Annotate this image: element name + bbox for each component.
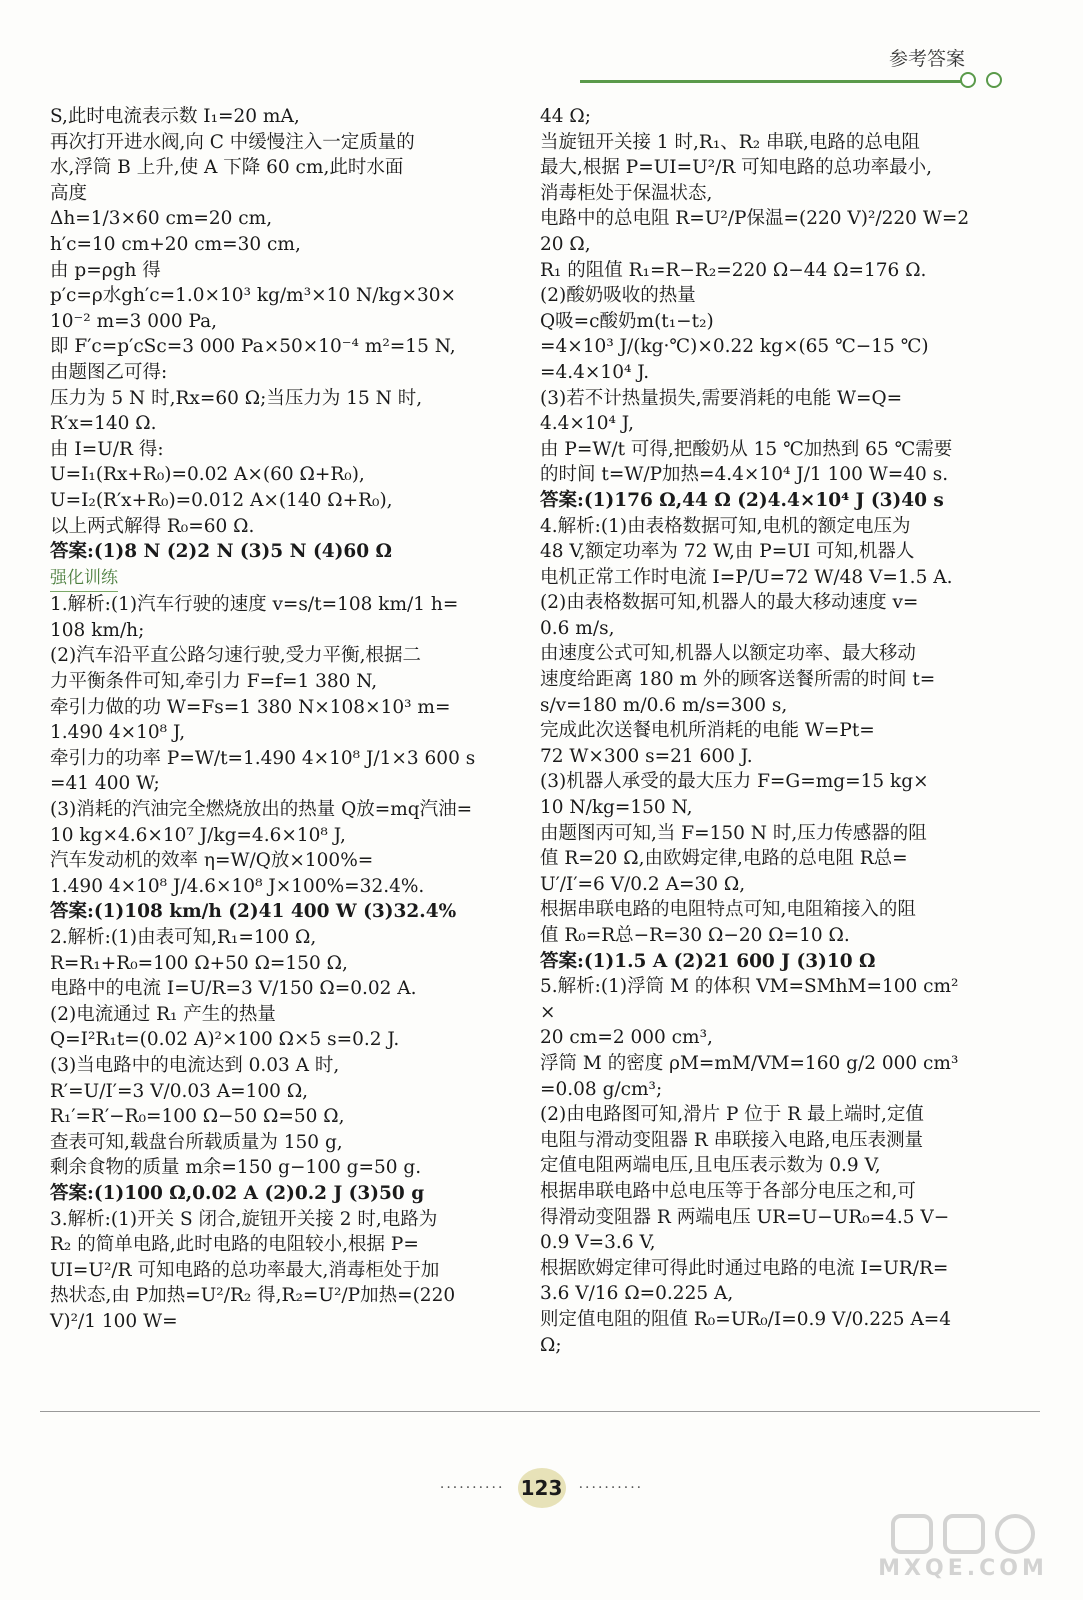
- text-line: (2)由表格数据可知,机器人的最大移动速度 v=: [540, 592, 919, 614]
- text-line: 根据串联电路中总电压等于各部分电压之和,可: [540, 1180, 916, 1202]
- text-line: 即 F′c=p′cSc=3 000 Pa×50×10⁻⁴ m²=15 N,: [50, 336, 456, 358]
- text-line: 汽车发动机的效率 η=W/Q放×100%=: [50, 850, 374, 872]
- text-line: h′c=10 cm+20 cm=30 cm,: [50, 233, 301, 255]
- text-line: 则定值电阻的阻值 R₀=UR₀/I=0.9 V/0.225 A=4 Ω;: [540, 1308, 957, 1356]
- text-line: 由 P=W/t 可得,把酸奶从 15 ℃加热到 65 ℃需要: [540, 438, 953, 460]
- text-line: 电机正常工作时电流 I=P/U=72 W/48 V=1.5 A.: [540, 566, 953, 588]
- header-rule: [580, 80, 970, 83]
- text-line: 电路中的电流 I=U/R=3 V/150 Ω=0.02 A.: [50, 978, 417, 1000]
- text-line: 0.9 V=3.6 V,: [540, 1232, 656, 1254]
- text-line: (2)酸奶吸收的热量: [540, 285, 696, 307]
- text-line: 由题图丙可知,当 F=150 N 时,压力传感器的阻: [540, 822, 927, 844]
- text-line: (3)机器人承受的最大压力 F=G=mg=15 kg×: [540, 771, 929, 793]
- text-line: 当旋钮开关接 1 时,R₁、R₂ 串联,电路的总电阻: [540, 131, 920, 153]
- text-line: (2)由电路图可知,滑片 P 位于 R 最上端时,定值: [540, 1104, 924, 1126]
- footer-rule: [40, 1411, 1040, 1412]
- text-line: s/v=180 m/0.6 m/s=300 s,: [540, 694, 788, 716]
- text-line: 答案:(1)176 Ω,44 Ω (2)4.4×10⁴ J (3)40 s: [540, 489, 944, 511]
- text-line: R₁ 的阻值 R₁=R−R₂=220 Ω−44 Ω=176 Ω.: [540, 259, 927, 281]
- text-line: U=I₂(R′x+R₀)=0.012 A×(140 Ω+R₀),: [50, 489, 393, 511]
- text-line: 10 N/kg=150 N,: [540, 797, 693, 819]
- text-line: 44 Ω;: [540, 106, 591, 127]
- text-line: 热状态,由 P加热=U²/R₂ 得,R₂=U²/P加热=(220 V)²/1 100 W=: [50, 1285, 462, 1332]
- text-line: UI=U²/R 可知电路的总功率最大,消毒柜处于加: [50, 1259, 440, 1281]
- watermark-text: MXQE.COM: [878, 1556, 1048, 1581]
- text-line: 2.解析:(1)由表可知,R₁=100 Ω,: [50, 927, 317, 948]
- text-line: 根据串联电路的电阻特点可知,电阻箱接入的阻: [540, 899, 916, 921]
- text-line: 由题图乙可得:: [50, 361, 168, 383]
- text-line: R′x=140 Ω.: [50, 413, 157, 435]
- text-line: (3)消耗的汽油完全燃烧放出的热量 Q放=mq汽油=: [50, 799, 473, 821]
- footer-dots-right: ··········: [578, 1480, 644, 1496]
- page-number-area: [0, 1468, 1083, 1508]
- page-number: 123: [518, 1468, 566, 1508]
- text-line: (3)若不计热量损失,需要消耗的电能 W=Q=: [540, 387, 903, 409]
- text-line: Q吸=c酸奶m(t₁−t₂): [540, 310, 714, 332]
- text-line: =4×10³ J/(kg·℃)×0.22 kg×(65 ℃−15 ℃): [540, 336, 929, 358]
- text-line: 答案:(1)100 Ω,0.02 A (2)0.2 J (3)50 g: [50, 1182, 425, 1204]
- text-line: 查表可知,载盘台所载质量为 150 g,: [50, 1131, 343, 1153]
- text-line: U′/I′=6 V/0.2 A=30 Ω,: [540, 873, 746, 895]
- text-line: 10⁻² m=3 000 Pa,: [50, 310, 218, 332]
- text-line: 高度: [50, 182, 88, 204]
- text-line: 电路中的总电阻 R=U²/P保温=(220 V)²/220 W=220 Ω,: [540, 208, 970, 255]
- text-line: 定值电阻两端电压,且电压表示数为 0.9 V,: [540, 1155, 881, 1177]
- text-line: S,此时电流表示数 I₁=20 mA,: [50, 106, 300, 127]
- text-line: 4.4×10⁴ J,: [540, 413, 634, 435]
- text-line: R′=U/I′=3 V/0.03 A=100 Ω,: [50, 1080, 309, 1102]
- text-line: 完成此次送餐电机所消耗的电能 W=Pt=: [540, 720, 875, 742]
- text-line: 72 W×300 s=21 600 J.: [540, 745, 753, 767]
- text-line: 答案:(1)108 km/h (2)41 400 W (3)32.4%: [50, 901, 457, 923]
- text-line: 由速度公式可知,机器人以额定功率、最大移动: [540, 643, 916, 665]
- text-line: =4.4×10⁴ J.: [540, 361, 650, 383]
- text-line: (2)电流通过 R₁ 产生的热量: [50, 1003, 276, 1025]
- text-line: 值 R₀=R总−R=30 Ω−20 Ω=10 Ω.: [540, 925, 850, 946]
- text-line: 以上两式解得 R₀=60 Ω.: [50, 515, 255, 537]
- text-line: U=I₁(Rx+R₀)=0.02 A×(60 Ω+R₀),: [50, 464, 365, 486]
- text-line: 压力为 5 N 时,Rx=60 Ω;当压力为 15 N 时,: [50, 387, 423, 409]
- text-line: 得滑动变阻器 R 两端电压 UR=U−UR₀=4.5 V−: [540, 1206, 950, 1228]
- text-line: 由 p=ρgh 得: [50, 259, 161, 281]
- text-line: 强化训练: [50, 566, 118, 593]
- text-line: R₁′=R′−R₀=100 Ω−50 Ω=50 Ω,: [50, 1106, 345, 1128]
- text-line: 答案:(1)8 N (2)2 N (3)5 N (4)60 Ω: [50, 541, 392, 563]
- text-line: 牵引力做的功 W=Fs=1 380 N×108×10³ m=: [50, 696, 451, 718]
- text-line: Q=I²R₁t=(0.02 A)²×100 Ω×5 s=0.2 J.: [50, 1029, 400, 1051]
- text-line: 0.6 m/s,: [540, 617, 615, 639]
- text-line: Δh=1/3×60 cm=20 cm,: [50, 208, 273, 230]
- text-line: 再次打开进水阀,向 C 中缓慢注入一定质量的: [50, 131, 415, 153]
- footer-dots-left: ··········: [439, 1480, 505, 1496]
- text-line: 力平衡条件可知,牵引力 F=f=1 380 N,: [50, 671, 378, 693]
- text-line: R₂ 的简单电路,此时电路的电阻较小,根据 P=: [50, 1234, 419, 1256]
- right-column: [540, 104, 972, 1358]
- header-title: 参考答案: [888, 48, 965, 70]
- text-line: 1.490 4×10⁸ J,: [50, 722, 186, 744]
- text-line: 的时间 t=W/P加热=4.4×10⁴ J/1 100 W=40 s.: [540, 464, 949, 486]
- text-line: 值 R=20 Ω,由欧姆定律,电路的总电阻 R总=: [540, 848, 908, 870]
- text-line: 水,浮筒 B 上升,使 A 下降 60 cm,此时水面: [50, 157, 404, 179]
- text-line: 10 kg×4.6×10⁷ J/kg=4.6×10⁸ J,: [50, 824, 346, 846]
- text-line: 5.解析:(1)浮筒 M 的体积 VM=SMhM=100 cm²×: [540, 976, 959, 1023]
- header-ornament: [960, 72, 1012, 92]
- text-line: 浮筒 M 的密度 ρM=mM/VM=160 g/2 000 cm³=0.08 g/cm³;: [540, 1052, 959, 1100]
- text-line: 3.6 V/16 Ω=0.225 A,: [540, 1283, 734, 1305]
- text-line: 答案:(1)1.5 A (2)21 600 J (3)10 Ω: [540, 950, 876, 972]
- text-line: p′c=ρ水gh′c=1.0×10³ kg/m³×10 N/kg×30×: [50, 285, 457, 307]
- text-line: 剩余食物的质量 m余=150 g−100 g=50 g.: [50, 1157, 422, 1179]
- text-line: 最大,根据 P=UI=U²/R 可知电路的总功率最小,: [540, 157, 933, 179]
- text-line: 48 V,额定功率为 72 W,由 P=UI 可知,机器人: [540, 541, 915, 563]
- text-line: 20 cm=2 000 cm³,: [540, 1027, 713, 1049]
- text-line: 根据欧姆定律可得此时通过电路的电流 I=UR/R=: [540, 1257, 949, 1279]
- text-line: 电阻与滑动变阻器 R 串联接入电路,电压表测量: [540, 1129, 924, 1151]
- text-line: 4.解析:(1)由表格数据可知,电机的额定电压为: [540, 515, 911, 537]
- text-line: 1.490 4×10⁸ J/4.6×10⁸ J×100%=32.4%.: [50, 875, 425, 897]
- text-line: (3)当电路中的电流达到 0.03 A 时,: [50, 1054, 340, 1076]
- left-column: [50, 104, 480, 1335]
- text-line: 牵引力的功率 P=W/t=1.490 4×10⁸ J/1×3 600 s=41 400 W;: [50, 747, 476, 795]
- text-line: 1.解析:(1)汽车行驶的速度 v=s/t=108 km/1 h=: [50, 594, 459, 616]
- text-line: 3.解析:(1)开关 S 闭合,旋钮开关接 2 时,电路为: [50, 1208, 438, 1230]
- text-line: 速度给距离 180 m 外的顾客送餐所需的时间 t=: [540, 669, 936, 691]
- text-line: R=R₁+R₀=100 Ω+50 Ω=150 Ω,: [50, 952, 348, 974]
- text-line: 消毒柜处于保温状态,: [540, 182, 713, 204]
- text-line: 由 I=U/R 得:: [50, 438, 164, 460]
- text-line: (2)汽车沿平直公路匀速行驶,受力平衡,根据二: [50, 645, 421, 667]
- text-line: 108 km/h;: [50, 619, 145, 641]
- watermark-logo: [863, 1510, 1063, 1590]
